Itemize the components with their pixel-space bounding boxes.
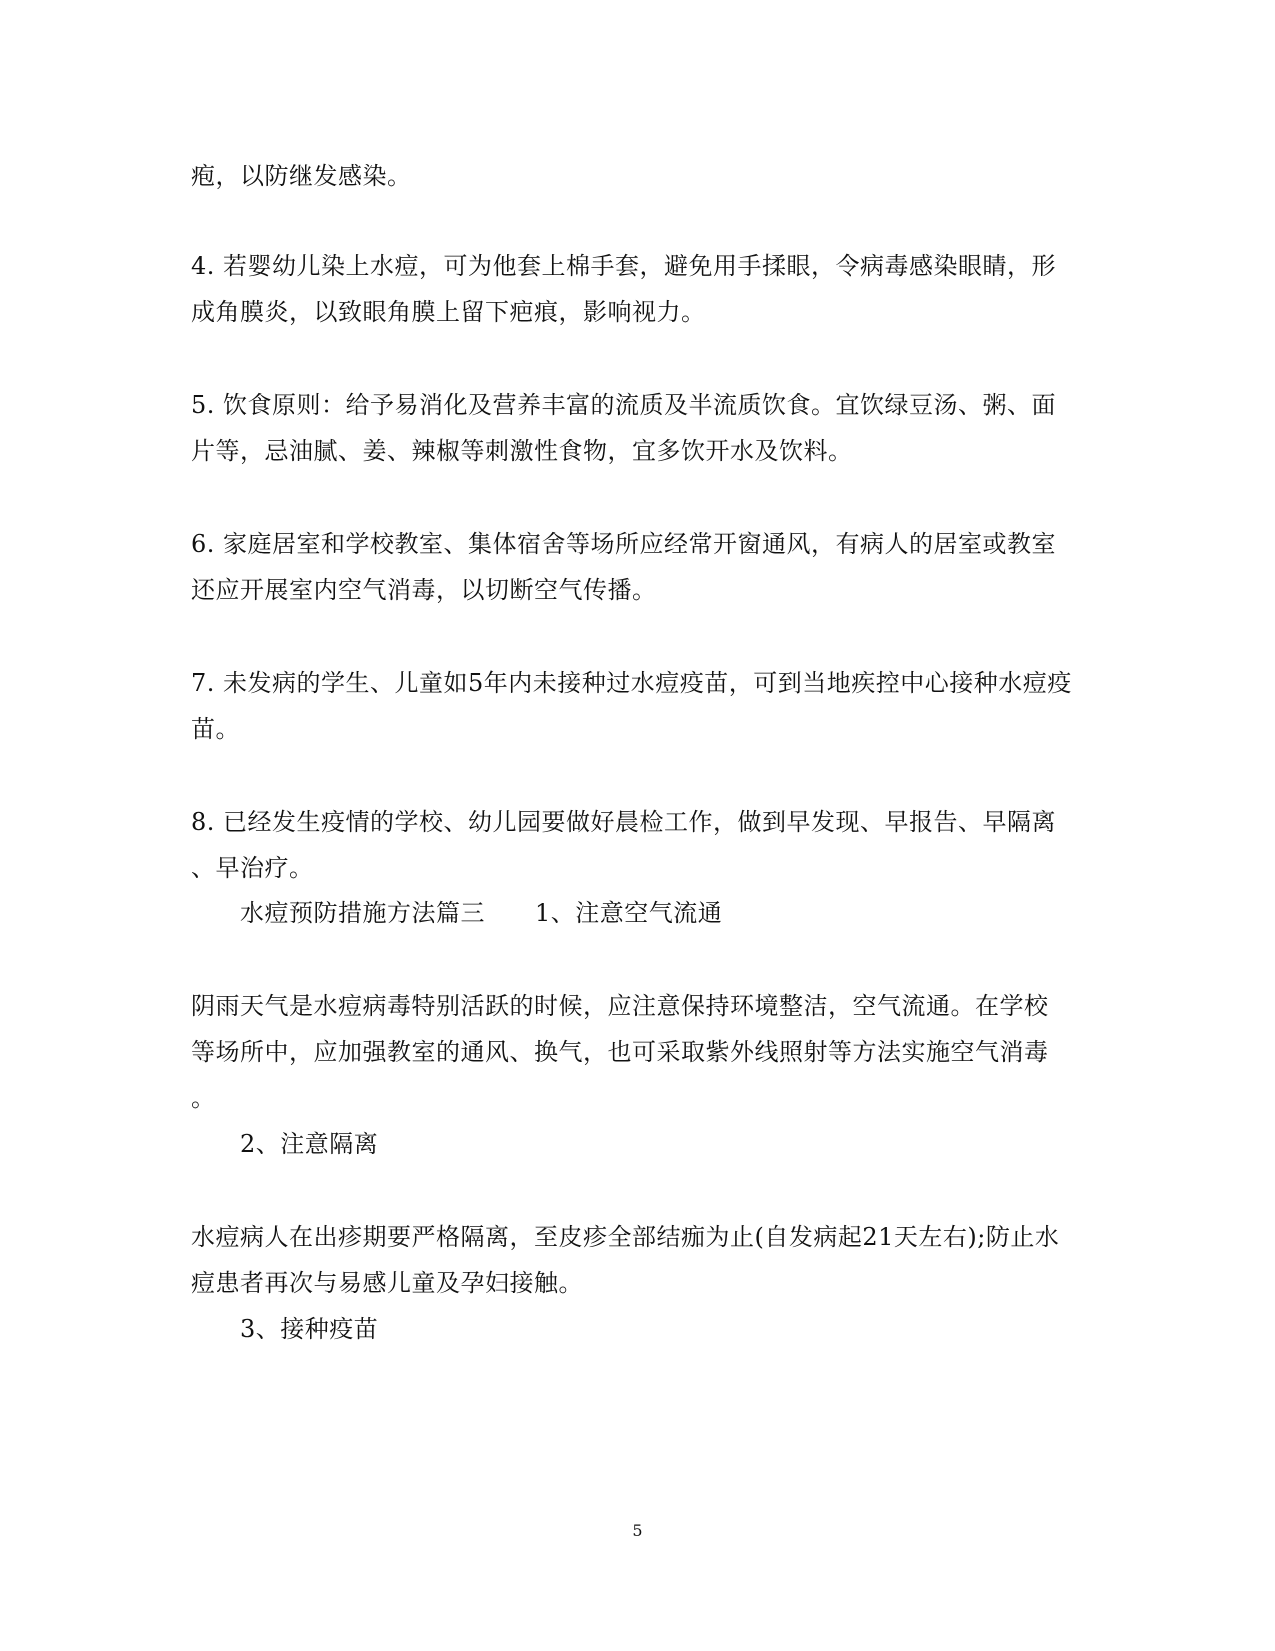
text-line: 苗。 xyxy=(191,715,240,743)
text-line: 疱，以防继发感染。 xyxy=(191,162,412,190)
section-item-3: 3、接种疫苗 xyxy=(240,1315,379,1343)
text-line: 等场所中，应加强教室的通风、换气，也可采取紫外线照射等方法实施空气消毒 xyxy=(191,1038,1049,1066)
section-item-2: 2、注意隔离 xyxy=(240,1130,379,1158)
section-item-1: 1、注意空气流通 xyxy=(535,899,723,927)
text-line: 阴雨天气是水痘病毒特别活跃的时候，应注意保持环境整洁，空气流通。在学校 xyxy=(191,992,1049,1020)
page-number: 5 xyxy=(632,1521,643,1540)
text-line: 、早治疗。 xyxy=(191,854,314,882)
section-title: 水痘预防措施方法篇三 xyxy=(240,899,485,927)
text-line: 8. 已经发生疫情的学校、幼儿园要做好晨检工作，做到早发现、早报告、早隔离 xyxy=(191,808,1057,836)
text-line: 7. 未发病的学生、儿童如5年内未接种过水痘疫苗，可到当地疾控中心接种水痘疫 xyxy=(191,669,1072,697)
text-line: 片等，忌油腻、姜、辣椒等刺激性食物，宜多饮开水及饮料。 xyxy=(191,437,853,465)
section-heading xyxy=(240,898,722,928)
text-line: 水痘病人在出疹期要严格隔离，至皮疹全部结痂为止(自发病起21天左右);防止水 xyxy=(191,1223,1060,1251)
text-line: 痘患者再次与易感儿童及孕妇接触。 xyxy=(191,1269,583,1297)
text-line: 。 xyxy=(191,1084,216,1112)
text-line: 6. 家庭居室和学校教室、集体宿舍等场所应经常开窗通风，有病人的居室或教室 xyxy=(191,530,1057,558)
text-line: 5. 饮食原则：给予易消化及营养丰富的流质及半流质饮食。宜饮绿豆汤、粥、面 xyxy=(191,391,1057,419)
text-line: 成角膜炎，以致眼角膜上留下疤痕，影响视力。 xyxy=(191,298,706,326)
text-line: 还应开展室内空气消毒，以切断空气传播。 xyxy=(191,576,657,604)
text-line: 4. 若婴幼儿染上水痘，可为他套上棉手套，避免用手揉眼，令病毒感染眼睛，形 xyxy=(191,252,1057,280)
